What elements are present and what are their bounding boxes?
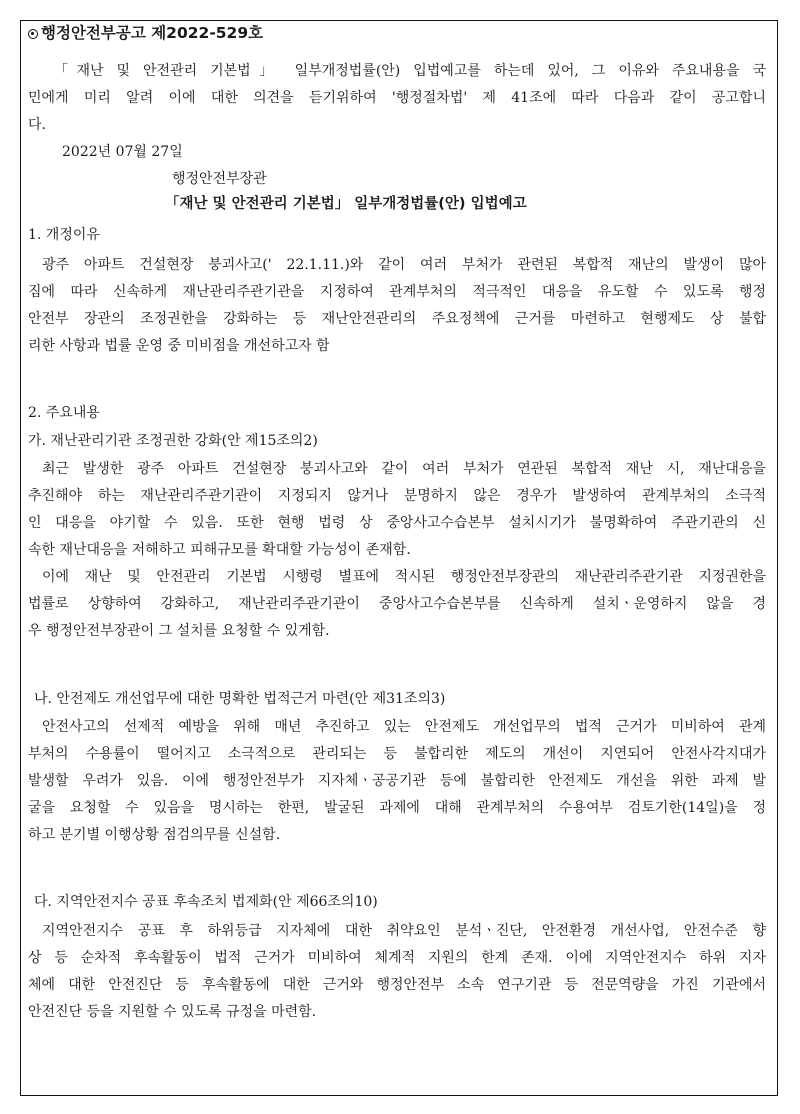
section2a-line-4: 속한 재난대응을 저해하고 피해규모를 확대할 가능성이 존재함. — [28, 542, 411, 558]
section2c-line-3: 체에 대한 안전진단 등 후속활동에 대한 근거와 행정안전부 소속 연구기관 등 전문역량을 가진 기관에서 — [28, 977, 766, 993]
section2c-line-4: 안전진단 등을 지원할 수 있도록 규정을 마련함. — [28, 1004, 317, 1020]
section2b-heading: 나. 안전제도 개선업무에 대한 명확한 법적근거 마련(안 제31조의3) — [34, 691, 446, 707]
issuer: 행정안전부장관 — [172, 171, 267, 187]
section2-heading: 2. 주요내용 — [28, 405, 100, 421]
section2b-line-4: 굴을 요청할 수 있음을 명시하는 한편, 발굴된 과제에 대해 관계부처의 수용여부 검토기한(14일)을 정 — [28, 800, 766, 816]
section2a-line-6: 법률로 상향하여 강화하고, 재난관리주관기관이 중앙사고수습본부를 신속하게 설치ㆍ운영하지 않을 경 — [28, 596, 766, 612]
section1-line-4: 리한 사항과 법률 운영 중 미비점을 개선하고자 함 — [28, 338, 330, 354]
section2a-line-1: 최근 발생한 광주 아파트 건설현장 붕괴사고와 같이 여러 부처가 연관된 복합적 재난 시, 재난대응을 — [42, 461, 766, 477]
section2a-line-7: 우 행정안전부장관이 그 설치를 요청할 수 있게함. — [28, 623, 330, 639]
section2c-line-1: 지역안전지수 공표 후 하위등급 지자체에 대한 취약요인 분석ㆍ진단, 안전환경 개선사업, 안전수준 향 — [42, 923, 766, 939]
section2c-heading: 다. 지역안전지수 공표 후속조치 법제화(안 제66조의10) — [34, 894, 378, 910]
section2b-line-3: 발생할 우려가 있음. 이에 행정안전부가 지자체ㆍ공공기관 등에 불합리한 안전제도 개선을 위한 과제 발 — [28, 773, 766, 789]
section1-line-1: 광주 아파트 건설현장 붕괴사고(' 22.1.11.)와 같이 여러 부처가 관련된 복합적 재난의 발생이 많아 — [42, 257, 766, 273]
section2a-line-5: 이에 재난 및 안전관리 기본법 시행령 별표에 적시된 행정안전부장관의 재난관리주관기관 지정권한을 — [42, 569, 766, 585]
intro-line-1: 「재난 및 안전관리 기본법」 일부개정법률(안) 입법예고를 하는데 있어, 그 이유와 주요내용을 국 — [54, 63, 766, 79]
notice-title-row — [28, 24, 263, 42]
section2a-heading: 가. 재난관리기관 조정권한 강화(안 제15조의2) — [28, 433, 318, 449]
intro-line-2: 민에게 미리 알려 이에 대한 의견을 듣기위하여 '행정절차법' 제 41조에 따라 다음과 같이 공고합니 — [28, 90, 766, 106]
section2a-line-2: 추진해야 하는 재난관리주관기관이 지정되지 않거나 분명하지 않은 경우가 발생하여 관계부처의 소극적 — [28, 488, 766, 504]
notice-title: 행정안전부공고 제2022-529호 — [41, 24, 264, 42]
section1-line-2: 짐에 따라 신속하게 재난관리주관기관을 지정하여 관계부처의 적극적인 대응을 유도할 수 있도록 행정 — [28, 284, 766, 300]
section2a-line-3: 인 대응을 야기할 수 있음. 또한 현행 법령 상 중앙사고수습본부 설치시기가 불명확하여 주관기관의 신 — [28, 515, 766, 531]
section2c-line-2: 상 등 순차적 후속활동이 법적 근거가 미비하여 체계적 지원의 한계 존재. 이에 지역안전지수 하위 지자 — [28, 950, 766, 966]
section1-line-3: 안전부 장관의 조정권한을 강화하는 등 재난안전관리의 주요정책에 근거를 마련하고 현행제도 상 불합 — [28, 311, 766, 327]
section2b-line-1: 안전사고의 선제적 예방을 위해 매년 추진하고 있는 안전제도 개선업무의 법적 근거가 미비하여 관계 — [42, 719, 766, 735]
notice-date: 2022년 07월 27일 — [62, 144, 183, 160]
circle-bullet-icon — [28, 29, 38, 39]
document-title: 「재난 및 안전관리 기본법」 일부개정법률(안) 입법예고 — [165, 196, 527, 212]
section1-heading: 1. 개정이유 — [28, 227, 100, 243]
section2b-line-5: 하고 분기별 이행상황 점검의무를 신설함. — [28, 827, 281, 843]
intro-line-3: 다. — [28, 117, 46, 133]
section2b-line-2: 부처의 수용률이 떨어지고 소극적으로 관리되는 등 불합리한 제도의 개선이 지연되어 안전사각지대가 — [28, 746, 766, 762]
